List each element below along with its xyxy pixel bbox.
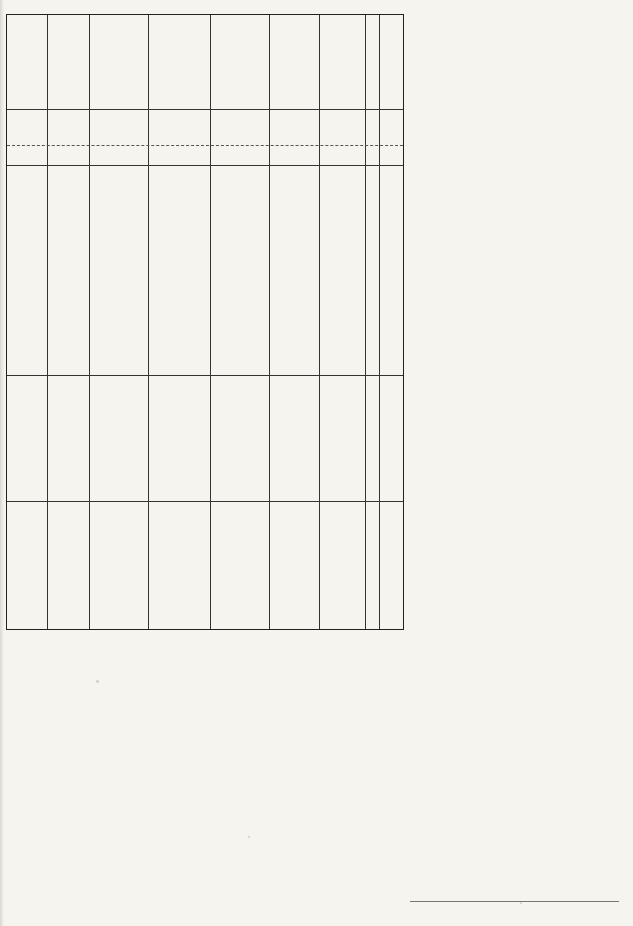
scan-speck xyxy=(520,902,522,904)
page-footer-rule xyxy=(410,901,619,902)
scan-speck xyxy=(248,836,250,838)
scan-edge-shadow xyxy=(0,0,4,926)
scan-speck xyxy=(96,680,99,683)
table-body xyxy=(7,109,405,631)
table-header-row xyxy=(7,15,405,109)
form-table xyxy=(6,14,404,630)
